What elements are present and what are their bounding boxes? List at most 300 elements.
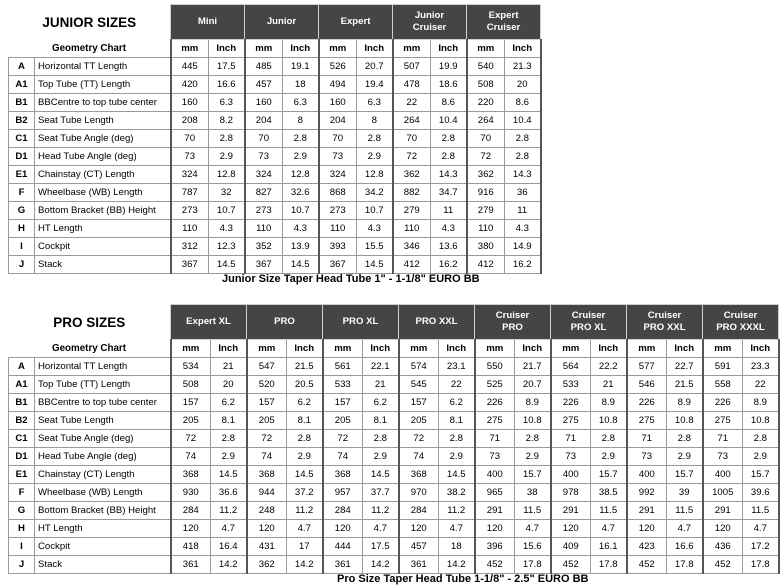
value-mm: 508 bbox=[467, 76, 505, 94]
value-mm: 275 bbox=[627, 412, 667, 430]
value-mm: 368 bbox=[247, 466, 287, 484]
row-letter: E1 bbox=[9, 466, 35, 484]
value-inch: 2.8 bbox=[591, 430, 627, 448]
value-mm: 478 bbox=[393, 76, 431, 94]
unit-header-mm: mm bbox=[399, 340, 439, 358]
value-inch: 2.9 bbox=[209, 148, 245, 166]
unit-header-mm: mm bbox=[245, 40, 283, 58]
value-mm: 72 bbox=[247, 430, 287, 448]
table-row bbox=[9, 502, 779, 520]
row-letter: I bbox=[9, 538, 35, 556]
value-mm: 279 bbox=[393, 202, 431, 220]
value-mm: 452 bbox=[475, 556, 515, 574]
value-inch: 6.2 bbox=[363, 394, 399, 412]
value-mm: 412 bbox=[467, 256, 505, 274]
value-mm: 160 bbox=[171, 94, 209, 112]
unit-header-mm: mm bbox=[467, 40, 505, 58]
model-header-cruiser-pro: Cruiser PRO bbox=[475, 305, 551, 340]
value-inch: 8.9 bbox=[591, 394, 627, 412]
value-inch: 14.5 bbox=[287, 466, 323, 484]
value-inch: 36 bbox=[505, 184, 541, 202]
value-mm: 362 bbox=[467, 166, 505, 184]
value-inch: 2.8 bbox=[357, 130, 393, 148]
value-inch: 11 bbox=[505, 202, 541, 220]
value-mm: 547 bbox=[247, 358, 287, 376]
value-inch: 2.8 bbox=[515, 430, 551, 448]
table-row bbox=[9, 412, 779, 430]
value-mm: 418 bbox=[171, 538, 211, 556]
value-inch: 11.5 bbox=[667, 502, 703, 520]
value-mm: 273 bbox=[319, 202, 357, 220]
value-mm: 550 bbox=[475, 358, 515, 376]
unit-header-mm: mm bbox=[627, 340, 667, 358]
value-mm: 110 bbox=[171, 220, 209, 238]
value-inch: 2.8 bbox=[505, 130, 541, 148]
value-mm: 120 bbox=[399, 520, 439, 538]
value-mm: 264 bbox=[467, 112, 505, 130]
value-mm: 208 bbox=[171, 112, 209, 130]
value-mm: 205 bbox=[171, 412, 211, 430]
value-inch: 2.9 bbox=[287, 448, 323, 466]
row-name: HT Length bbox=[35, 520, 171, 538]
model-header-pro-xxl: PRO XXL bbox=[399, 305, 475, 340]
value-inch: 22.7 bbox=[667, 358, 703, 376]
value-mm: 220 bbox=[467, 94, 505, 112]
units-row bbox=[9, 40, 541, 58]
value-mm: 157 bbox=[247, 394, 287, 412]
value-mm: 22 bbox=[393, 94, 431, 112]
value-inch: 17.8 bbox=[591, 556, 627, 574]
value-mm: 445 bbox=[171, 58, 209, 76]
value-mm: 73 bbox=[627, 448, 667, 466]
table-row bbox=[9, 394, 779, 412]
value-mm: 73 bbox=[475, 448, 515, 466]
value-inch: 21 bbox=[591, 376, 627, 394]
value-mm: 558 bbox=[703, 376, 743, 394]
value-mm: 400 bbox=[703, 466, 743, 484]
value-inch: 38.2 bbox=[439, 484, 475, 502]
table-row bbox=[9, 376, 779, 394]
model-header-mini: Mini bbox=[171, 5, 245, 40]
value-mm: 400 bbox=[475, 466, 515, 484]
value-inch: 14.2 bbox=[439, 556, 475, 574]
value-mm: 352 bbox=[245, 238, 283, 256]
value-mm: 944 bbox=[247, 484, 287, 502]
value-mm: 1005 bbox=[703, 484, 743, 502]
value-inch: 11.5 bbox=[515, 502, 551, 520]
value-mm: 73 bbox=[551, 448, 591, 466]
row-name: Wheelbase (WB) Length bbox=[35, 484, 171, 502]
value-inch: 23.1 bbox=[439, 358, 475, 376]
table-row bbox=[9, 76, 541, 94]
value-mm: 423 bbox=[627, 538, 667, 556]
value-inch: 4.7 bbox=[515, 520, 551, 538]
value-mm: 393 bbox=[319, 238, 357, 256]
value-inch: 2.9 bbox=[283, 148, 319, 166]
value-inch: 16.4 bbox=[211, 538, 247, 556]
value-inch: 17.2 bbox=[743, 538, 779, 556]
value-mm: 204 bbox=[319, 112, 357, 130]
value-mm: 72 bbox=[467, 148, 505, 166]
value-inch: 4.7 bbox=[743, 520, 779, 538]
unit-header-mm: mm bbox=[171, 340, 211, 358]
model-header-expert-xl: Expert XL bbox=[171, 305, 247, 340]
value-inch: 15.7 bbox=[667, 466, 703, 484]
value-mm: 72 bbox=[399, 430, 439, 448]
value-mm: 275 bbox=[703, 412, 743, 430]
value-inch: 14.9 bbox=[505, 238, 541, 256]
row-letter: I bbox=[9, 238, 35, 256]
value-inch: 14.5 bbox=[357, 256, 393, 274]
value-mm: 444 bbox=[323, 538, 363, 556]
value-mm: 545 bbox=[399, 376, 439, 394]
value-inch: 12.3 bbox=[209, 238, 245, 256]
value-mm: 74 bbox=[171, 448, 211, 466]
value-mm: 291 bbox=[551, 502, 591, 520]
junior-sizes-section bbox=[8, 4, 542, 274]
value-mm: 120 bbox=[551, 520, 591, 538]
value-inch: 2.8 bbox=[283, 130, 319, 148]
value-inch: 8.9 bbox=[667, 394, 703, 412]
row-letter: A bbox=[9, 358, 35, 376]
value-inch: 8.1 bbox=[287, 412, 323, 430]
value-mm: 226 bbox=[551, 394, 591, 412]
value-inch: 20 bbox=[505, 76, 541, 94]
value-mm: 540 bbox=[467, 58, 505, 76]
value-mm: 420 bbox=[171, 76, 209, 94]
value-inch: 2.9 bbox=[591, 448, 627, 466]
value-inch: 37.2 bbox=[287, 484, 323, 502]
unit-header-mm: mm bbox=[393, 40, 431, 58]
value-mm: 485 bbox=[245, 58, 283, 76]
value-mm: 204 bbox=[245, 112, 283, 130]
row-letter: D1 bbox=[9, 148, 35, 166]
value-inch: 8.1 bbox=[211, 412, 247, 430]
value-inch: 2.8 bbox=[743, 430, 779, 448]
value-mm: 70 bbox=[393, 130, 431, 148]
row-name: Stack bbox=[35, 256, 171, 274]
table-row bbox=[9, 238, 541, 256]
value-mm: 120 bbox=[703, 520, 743, 538]
value-inch: 8.9 bbox=[515, 394, 551, 412]
value-inch: 2.8 bbox=[287, 430, 323, 448]
row-letter: A bbox=[9, 58, 35, 76]
value-inch: 2.8 bbox=[431, 148, 467, 166]
pro-sizes-section bbox=[8, 304, 780, 574]
unit-header-inch: Inch bbox=[743, 340, 779, 358]
value-inch: 12.8 bbox=[357, 166, 393, 184]
table-row bbox=[9, 448, 779, 466]
value-inch: 32.6 bbox=[283, 184, 319, 202]
value-inch: 39.6 bbox=[743, 484, 779, 502]
value-mm: 457 bbox=[399, 538, 439, 556]
value-inch: 11.5 bbox=[591, 502, 627, 520]
value-inch: 19.4 bbox=[357, 76, 393, 94]
junior-caption: Junior Size Taper Head Tube 1" - 1-1/8" EURO BB bbox=[222, 273, 480, 285]
value-mm: 457 bbox=[245, 76, 283, 94]
junior-geometry-table bbox=[8, 4, 542, 274]
row-name: Cockpit bbox=[35, 238, 171, 256]
value-mm: 970 bbox=[399, 484, 439, 502]
table-row bbox=[9, 166, 541, 184]
value-inch: 21 bbox=[363, 376, 399, 394]
unit-header-inch: Inch bbox=[209, 40, 245, 58]
units-row bbox=[9, 340, 779, 358]
table-row bbox=[9, 520, 779, 538]
value-mm: 74 bbox=[323, 448, 363, 466]
value-inch: 14.2 bbox=[211, 556, 247, 574]
row-name: Chainstay (CT) Length bbox=[35, 166, 171, 184]
row-letter: H bbox=[9, 220, 35, 238]
value-mm: 73 bbox=[245, 148, 283, 166]
value-inch: 10.7 bbox=[209, 202, 245, 220]
value-inch: 11.5 bbox=[743, 502, 779, 520]
row-letter: H bbox=[9, 520, 35, 538]
value-mm: 361 bbox=[171, 556, 211, 574]
value-mm: 157 bbox=[323, 394, 363, 412]
row-letter: G bbox=[9, 502, 35, 520]
value-mm: 452 bbox=[627, 556, 667, 574]
row-letter: G bbox=[9, 202, 35, 220]
value-mm: 312 bbox=[171, 238, 209, 256]
value-inch: 10.8 bbox=[743, 412, 779, 430]
value-inch: 2.8 bbox=[431, 130, 467, 148]
value-inch: 21.3 bbox=[505, 58, 541, 76]
row-name: Bottom Bracket (BB) Height bbox=[35, 202, 171, 220]
value-mm: 346 bbox=[393, 238, 431, 256]
value-inch: 37.7 bbox=[363, 484, 399, 502]
value-mm: 160 bbox=[245, 94, 283, 112]
value-inch: 2.9 bbox=[515, 448, 551, 466]
value-inch: 4.3 bbox=[431, 220, 467, 238]
value-mm: 868 bbox=[319, 184, 357, 202]
value-mm: 324 bbox=[319, 166, 357, 184]
value-mm: 400 bbox=[627, 466, 667, 484]
pro-title: PRO SIZES bbox=[53, 314, 126, 330]
value-mm: 965 bbox=[475, 484, 515, 502]
value-inch: 11.2 bbox=[287, 502, 323, 520]
value-mm: 120 bbox=[323, 520, 363, 538]
value-inch: 17.8 bbox=[667, 556, 703, 574]
value-mm: 73 bbox=[703, 448, 743, 466]
value-inch: 8 bbox=[357, 112, 393, 130]
value-mm: 591 bbox=[703, 358, 743, 376]
value-inch: 39 bbox=[667, 484, 703, 502]
value-mm: 70 bbox=[467, 130, 505, 148]
value-inch: 4.7 bbox=[211, 520, 247, 538]
value-inch: 16.6 bbox=[667, 538, 703, 556]
unit-header-inch: Inch bbox=[431, 40, 467, 58]
value-mm: 74 bbox=[247, 448, 287, 466]
row-name: Seat Tube Angle (deg) bbox=[35, 130, 171, 148]
value-mm: 324 bbox=[171, 166, 209, 184]
value-mm: 71 bbox=[627, 430, 667, 448]
unit-header-mm: mm bbox=[171, 40, 209, 58]
unit-header-inch: Inch bbox=[667, 340, 703, 358]
value-mm: 452 bbox=[703, 556, 743, 574]
row-name: Stack bbox=[35, 556, 171, 574]
value-mm: 226 bbox=[703, 394, 743, 412]
value-mm: 120 bbox=[171, 520, 211, 538]
value-mm: 916 bbox=[467, 184, 505, 202]
row-letter: B1 bbox=[9, 394, 35, 412]
unit-header-inch: Inch bbox=[515, 340, 551, 358]
value-mm: 362 bbox=[247, 556, 287, 574]
value-mm: 120 bbox=[627, 520, 667, 538]
value-inch: 21.5 bbox=[287, 358, 323, 376]
value-mm: 72 bbox=[393, 148, 431, 166]
value-mm: 120 bbox=[475, 520, 515, 538]
value-inch: 18 bbox=[283, 76, 319, 94]
value-mm: 368 bbox=[323, 466, 363, 484]
value-inch: 11.2 bbox=[439, 502, 475, 520]
table-row bbox=[9, 556, 779, 574]
value-inch: 14.5 bbox=[209, 256, 245, 274]
row-letter: F bbox=[9, 484, 35, 502]
value-mm: 561 bbox=[323, 358, 363, 376]
row-letter: A1 bbox=[9, 376, 35, 394]
value-mm: 400 bbox=[551, 466, 591, 484]
unit-header-mm: mm bbox=[319, 40, 357, 58]
row-letter: J bbox=[9, 556, 35, 574]
value-inch: 8.1 bbox=[439, 412, 475, 430]
value-mm: 71 bbox=[475, 430, 515, 448]
model-header-cruiser-pro-xxl: Cruiser PRO XXL bbox=[627, 305, 703, 340]
value-mm: 367 bbox=[171, 256, 209, 274]
value-inch: 2.8 bbox=[667, 430, 703, 448]
table-row bbox=[9, 58, 541, 76]
row-letter: D1 bbox=[9, 448, 35, 466]
value-mm: 324 bbox=[245, 166, 283, 184]
value-mm: 431 bbox=[247, 538, 287, 556]
value-mm: 507 bbox=[393, 58, 431, 76]
row-name: Horizontal TT Length bbox=[35, 358, 171, 376]
row-name: Cockpit bbox=[35, 538, 171, 556]
row-letter: B2 bbox=[9, 412, 35, 430]
row-letter: F bbox=[9, 184, 35, 202]
value-mm: 452 bbox=[551, 556, 591, 574]
row-name: Top Tube (TT) Length bbox=[35, 76, 171, 94]
value-inch: 20.7 bbox=[515, 376, 551, 394]
value-inch: 2.9 bbox=[439, 448, 475, 466]
value-mm: 533 bbox=[323, 376, 363, 394]
row-letter: B1 bbox=[9, 94, 35, 112]
value-inch: 13.6 bbox=[431, 238, 467, 256]
value-inch: 2.8 bbox=[505, 148, 541, 166]
value-mm: 367 bbox=[245, 256, 283, 274]
value-inch: 14.2 bbox=[363, 556, 399, 574]
value-inch: 2.8 bbox=[363, 430, 399, 448]
row-letter: C1 bbox=[9, 430, 35, 448]
value-inch: 8 bbox=[283, 112, 319, 130]
value-inch: 34.2 bbox=[357, 184, 393, 202]
value-mm: 275 bbox=[475, 412, 515, 430]
model-header-expert: Expert bbox=[319, 5, 393, 40]
value-mm: 362 bbox=[393, 166, 431, 184]
value-inch: 15.7 bbox=[743, 466, 779, 484]
value-mm: 157 bbox=[171, 394, 211, 412]
value-inch: 20.7 bbox=[357, 58, 393, 76]
value-inch: 17.8 bbox=[515, 556, 551, 574]
model-header-cruiser-pro-xl: Cruiser PRO XL bbox=[551, 305, 627, 340]
value-inch: 16.1 bbox=[591, 538, 627, 556]
geometry-chart-label: Geometry Chart bbox=[51, 42, 127, 54]
value-mm: 205 bbox=[323, 412, 363, 430]
model-header-expert-cruiser: Expert Cruiser bbox=[467, 5, 541, 40]
value-mm: 279 bbox=[467, 202, 505, 220]
value-mm: 534 bbox=[171, 358, 211, 376]
value-mm: 882 bbox=[393, 184, 431, 202]
value-inch: 15.7 bbox=[515, 466, 551, 484]
row-letter: C1 bbox=[9, 130, 35, 148]
table-row bbox=[9, 466, 779, 484]
table-row bbox=[9, 220, 541, 238]
value-mm: 120 bbox=[247, 520, 287, 538]
value-mm: 110 bbox=[393, 220, 431, 238]
value-mm: 226 bbox=[627, 394, 667, 412]
value-mm: 978 bbox=[551, 484, 591, 502]
value-mm: 273 bbox=[171, 202, 209, 220]
value-inch: 20 bbox=[211, 376, 247, 394]
value-inch: 38.5 bbox=[591, 484, 627, 502]
value-inch: 8.6 bbox=[505, 94, 541, 112]
value-inch: 16.2 bbox=[431, 256, 467, 274]
value-inch: 8.2 bbox=[209, 112, 245, 130]
value-mm: 827 bbox=[245, 184, 283, 202]
value-inch: 6.3 bbox=[283, 94, 319, 112]
row-name: Bottom Bracket (BB) Height bbox=[35, 502, 171, 520]
unit-header-inch: Inch bbox=[287, 340, 323, 358]
value-inch: 34.7 bbox=[431, 184, 467, 202]
table-row bbox=[9, 130, 541, 148]
value-inch: 21.5 bbox=[667, 376, 703, 394]
value-inch: 10.8 bbox=[515, 412, 551, 430]
value-mm: 525 bbox=[475, 376, 515, 394]
row-name: BBCentre to top tube center bbox=[35, 394, 171, 412]
value-inch: 14.5 bbox=[363, 466, 399, 484]
unit-header-inch: Inch bbox=[357, 40, 393, 58]
table-row bbox=[9, 538, 779, 556]
value-mm: 70 bbox=[245, 130, 283, 148]
value-inch: 14.5 bbox=[439, 466, 475, 484]
value-mm: 157 bbox=[399, 394, 439, 412]
value-mm: 110 bbox=[245, 220, 283, 238]
row-name: Chainstay (CT) Length bbox=[35, 466, 171, 484]
value-inch: 13.9 bbox=[283, 238, 319, 256]
value-inch: 14.5 bbox=[283, 256, 319, 274]
value-inch: 6.3 bbox=[357, 94, 393, 112]
value-inch: 2.9 bbox=[211, 448, 247, 466]
value-mm: 361 bbox=[399, 556, 439, 574]
junior-title: JUNIOR SIZES bbox=[42, 14, 137, 30]
value-inch: 20.5 bbox=[287, 376, 323, 394]
value-inch: 32 bbox=[209, 184, 245, 202]
value-mm: 284 bbox=[323, 502, 363, 520]
value-inch: 10.7 bbox=[283, 202, 319, 220]
value-inch: 23.3 bbox=[743, 358, 779, 376]
value-mm: 526 bbox=[319, 58, 357, 76]
pro-geometry-table bbox=[8, 304, 780, 574]
value-inch: 4.3 bbox=[505, 220, 541, 238]
value-inch: 8.1 bbox=[363, 412, 399, 430]
value-mm: 71 bbox=[703, 430, 743, 448]
table-row bbox=[9, 256, 541, 274]
value-inch: 4.3 bbox=[357, 220, 393, 238]
value-mm: 291 bbox=[475, 502, 515, 520]
value-inch: 21.7 bbox=[515, 358, 551, 376]
value-mm: 361 bbox=[323, 556, 363, 574]
table-row bbox=[9, 202, 541, 220]
